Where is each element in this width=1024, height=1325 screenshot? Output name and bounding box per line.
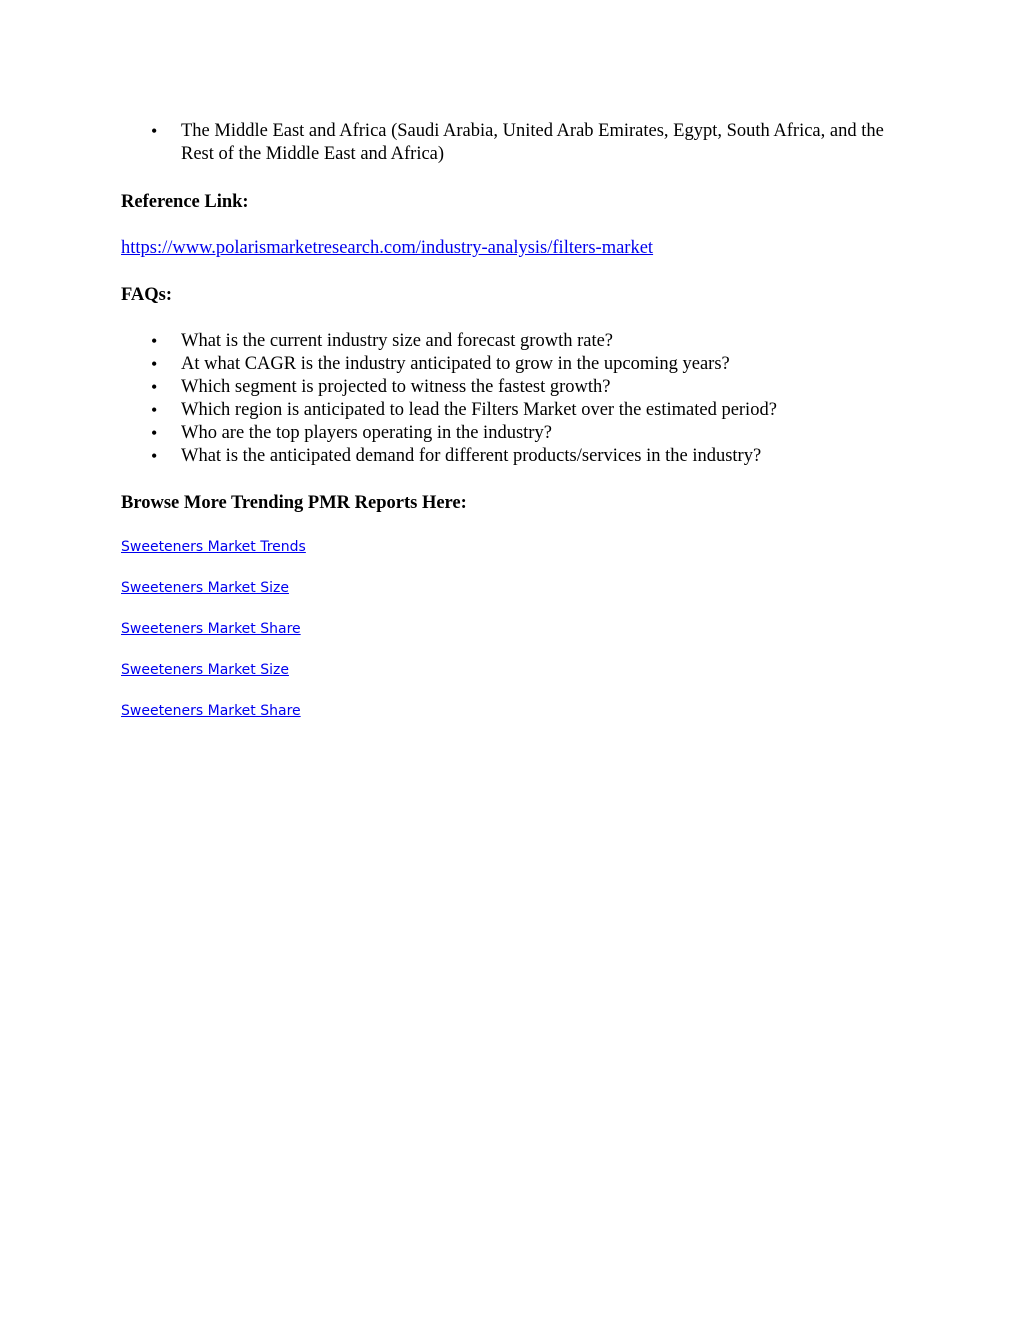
bullet-icon: • (151, 423, 158, 443)
trending-report-link[interactable]: Sweeteners Market Size (121, 580, 289, 596)
bullet-icon: • (151, 400, 158, 420)
trending-report-link[interactable]: Sweeteners Market Trends (121, 539, 306, 555)
bullet-icon: • (151, 354, 158, 374)
list-item (121, 353, 921, 376)
list-item (121, 422, 921, 445)
bullet-icon: • (151, 446, 158, 466)
list-item (121, 330, 921, 353)
list-item (121, 120, 901, 166)
faq-item-text: Which region is anticipated to lead the Filters Market over the estimated period? (181, 400, 777, 420)
list-item (121, 376, 921, 399)
faq-item-text: What is the current industry size and forecast growth rate? (181, 331, 614, 351)
trending-report-link[interactable]: Sweeteners Market Share (121, 621, 301, 637)
faq-item-text: At what CAGR is the industry anticipated to grow in the upcoming years? (181, 354, 730, 374)
faq-item-text: Who are the top players operating in the industry? (181, 423, 552, 443)
reference-heading: Reference Link: (121, 192, 249, 212)
region-bullet-list (121, 120, 901, 166)
faq-item-text: Which segment is projected to witness the fastest growth? (181, 377, 611, 397)
faqs-heading: FAQs: (121, 285, 173, 305)
bullet-icon: • (151, 377, 158, 397)
reference-link[interactable]: https://www.polarismarketresearch.com/industry-analysis/filters-market (121, 238, 654, 258)
trending-report-link[interactable]: Sweeteners Market Size (121, 662, 289, 678)
list-item (121, 445, 921, 468)
region-bullet-text: The Middle East and Africa (Saudi Arabia, United Arab Emirates, Egypt, South Africa, and the Rest of the Middle East and Africa) (181, 121, 884, 164)
trending-report-link[interactable]: Sweeteners Market Share (121, 703, 301, 719)
bullet-icon: • (151, 331, 158, 351)
faq-list (121, 330, 921, 468)
list-item (121, 399, 921, 422)
faq-item-text: What is the anticipated demand for different products/services in the industry? (181, 446, 762, 466)
browse-heading: Browse More Trending PMR Reports Here: (121, 493, 467, 513)
bullet-icon: • (151, 121, 158, 141)
